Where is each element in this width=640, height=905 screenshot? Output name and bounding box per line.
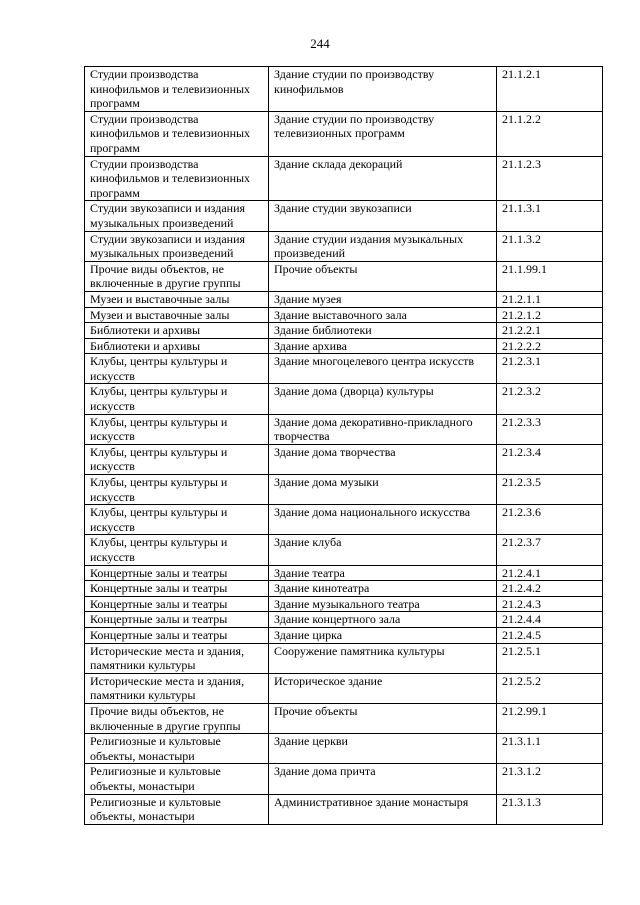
category-cell: Студии звукозаписи и издания музыкальных произведений	[85, 201, 269, 231]
category-cell: Концертные залы и театры	[85, 596, 269, 612]
code-cell: 21.2.1.2	[497, 307, 603, 323]
code-cell: 21.2.3.3	[497, 414, 603, 444]
table-row	[85, 384, 603, 414]
object-cell: Здание музея	[269, 291, 497, 307]
object-cell: Здание церкви	[269, 734, 497, 764]
category-cell: Клубы, центры культуры и искусств	[85, 384, 269, 414]
object-cell: Здание кинотеатра	[269, 581, 497, 597]
code-cell: 21.2.2.2	[497, 338, 603, 354]
code-cell: 21.2.1.1	[497, 291, 603, 307]
object-cell: Здание цирка	[269, 627, 497, 643]
category-cell: Студии производства кинофильмов и телевизионных программ	[85, 111, 269, 156]
object-cell: Административное здание монастыря	[269, 794, 497, 824]
table-row	[85, 231, 603, 261]
table-row	[85, 323, 603, 339]
category-cell: Прочие виды объектов, не включенные в другие группы	[85, 703, 269, 733]
code-cell: 21.2.3.7	[497, 535, 603, 565]
table-row	[85, 734, 603, 764]
table-row	[85, 581, 603, 597]
code-cell: 21.2.3.6	[497, 505, 603, 535]
category-cell: Студии производства кинофильмов и телевизионных программ	[85, 67, 269, 112]
code-cell: 21.2.5.1	[497, 643, 603, 673]
object-cell: Прочие объекты	[269, 261, 497, 291]
category-cell: Концертные залы и театры	[85, 627, 269, 643]
code-cell: 21.1.99.1	[497, 261, 603, 291]
table-row	[85, 627, 603, 643]
table-row	[85, 354, 603, 384]
table-row	[85, 261, 603, 291]
table-row	[85, 612, 603, 628]
table-row	[85, 414, 603, 444]
object-cell: Здание склада декораций	[269, 156, 497, 201]
category-cell: Религиозные и культовые объекты, монастыри	[85, 794, 269, 824]
object-cell: Сооружение памятника культуры	[269, 643, 497, 673]
table-row	[85, 703, 603, 733]
table-row	[85, 764, 603, 794]
object-cell: Здание студии издания музыкальных произведений	[269, 231, 497, 261]
category-cell: Исторические места и здания, памятники культуры	[85, 673, 269, 703]
object-cell: Здание дома творчества	[269, 444, 497, 474]
table-row	[85, 156, 603, 201]
code-cell: 21.1.2.3	[497, 156, 603, 201]
category-cell: Музеи и выставочные залы	[85, 291, 269, 307]
code-cell: 21.2.4.1	[497, 565, 603, 581]
code-cell: 21.1.2.2	[497, 111, 603, 156]
category-cell: Музеи и выставочные залы	[85, 307, 269, 323]
code-cell: 21.2.4.3	[497, 596, 603, 612]
category-cell: Концертные залы и театры	[85, 565, 269, 581]
object-cell: Здание дома (дворца) культуры	[269, 384, 497, 414]
code-cell: 21.1.3.1	[497, 201, 603, 231]
category-cell: Клубы, центры культуры и искусств	[85, 535, 269, 565]
object-cell: Здание архива	[269, 338, 497, 354]
code-cell: 21.3.1.1	[497, 734, 603, 764]
code-cell: 21.1.3.2	[497, 231, 603, 261]
category-cell: Концертные залы и театры	[85, 581, 269, 597]
table-row	[85, 565, 603, 581]
category-cell: Религиозные и культовые объекты, монастыри	[85, 734, 269, 764]
classification-table	[84, 66, 603, 825]
table-body	[85, 67, 603, 825]
table-row	[85, 444, 603, 474]
category-cell: Клубы, центры культуры и искусств	[85, 505, 269, 535]
object-cell: Здание музыкального театра	[269, 596, 497, 612]
code-cell: 21.2.3.5	[497, 475, 603, 505]
object-cell: Историческое здание	[269, 673, 497, 703]
code-cell: 21.1.2.1	[497, 67, 603, 112]
object-cell: Здание дома декоративно-прикладного творчества	[269, 414, 497, 444]
code-cell: 21.2.3.2	[497, 384, 603, 414]
category-cell: Религиозные и культовые объекты, монастыри	[85, 764, 269, 794]
table-row	[85, 596, 603, 612]
category-cell: Библиотеки и архивы	[85, 338, 269, 354]
object-cell: Здание студии по производству кинофильмов	[269, 67, 497, 112]
object-cell: Прочие объекты	[269, 703, 497, 733]
table-row	[85, 673, 603, 703]
object-cell: Здание студии звукозаписи	[269, 201, 497, 231]
category-cell: Исторические места и здания, памятники культуры	[85, 643, 269, 673]
table-row	[85, 67, 603, 112]
category-cell: Концертные залы и театры	[85, 612, 269, 628]
category-cell: Прочие виды объектов, не включенные в другие группы	[85, 261, 269, 291]
code-cell: 21.3.1.3	[497, 794, 603, 824]
object-cell: Здание дома причта	[269, 764, 497, 794]
code-cell: 21.2.2.1	[497, 323, 603, 339]
object-cell: Здание клуба	[269, 535, 497, 565]
category-cell: Студии звукозаписи и издания музыкальных произведений	[85, 231, 269, 261]
table-row	[85, 643, 603, 673]
object-cell: Здание концертного зала	[269, 612, 497, 628]
object-cell: Здание выставочного зала	[269, 307, 497, 323]
code-cell: 21.2.4.4	[497, 612, 603, 628]
object-cell: Здание дома музыки	[269, 475, 497, 505]
table-row	[85, 338, 603, 354]
table-row	[85, 535, 603, 565]
code-cell: 21.2.4.2	[497, 581, 603, 597]
table-row	[85, 111, 603, 156]
code-cell: 21.2.3.1	[497, 354, 603, 384]
code-cell: 21.2.3.4	[497, 444, 603, 474]
code-cell: 21.2.4.5	[497, 627, 603, 643]
object-cell: Здание дома национального искусства	[269, 505, 497, 535]
code-cell: 21.2.99.1	[497, 703, 603, 733]
code-cell: 21.2.5.2	[497, 673, 603, 703]
table-row	[85, 794, 603, 824]
table-row	[85, 291, 603, 307]
category-cell: Клубы, центры культуры и искусств	[85, 414, 269, 444]
category-cell: Клубы, центры культуры и искусств	[85, 354, 269, 384]
object-cell: Здание библиотеки	[269, 323, 497, 339]
object-cell: Здание многоцелевого центра искусств	[269, 354, 497, 384]
page-number: 244	[310, 36, 330, 51]
category-cell: Клубы, центры культуры и искусств	[85, 475, 269, 505]
object-cell: Здание театра	[269, 565, 497, 581]
code-cell: 21.3.1.2	[497, 764, 603, 794]
table-row	[85, 505, 603, 535]
category-cell: Клубы, центры культуры и искусств	[85, 444, 269, 474]
table-row	[85, 201, 603, 231]
object-cell: Здание студии по производству телевизионных программ	[269, 111, 497, 156]
table-row	[85, 307, 603, 323]
category-cell: Студии производства кинофильмов и телевизионных программ	[85, 156, 269, 201]
table-row	[85, 475, 603, 505]
category-cell: Библиотеки и архивы	[85, 323, 269, 339]
